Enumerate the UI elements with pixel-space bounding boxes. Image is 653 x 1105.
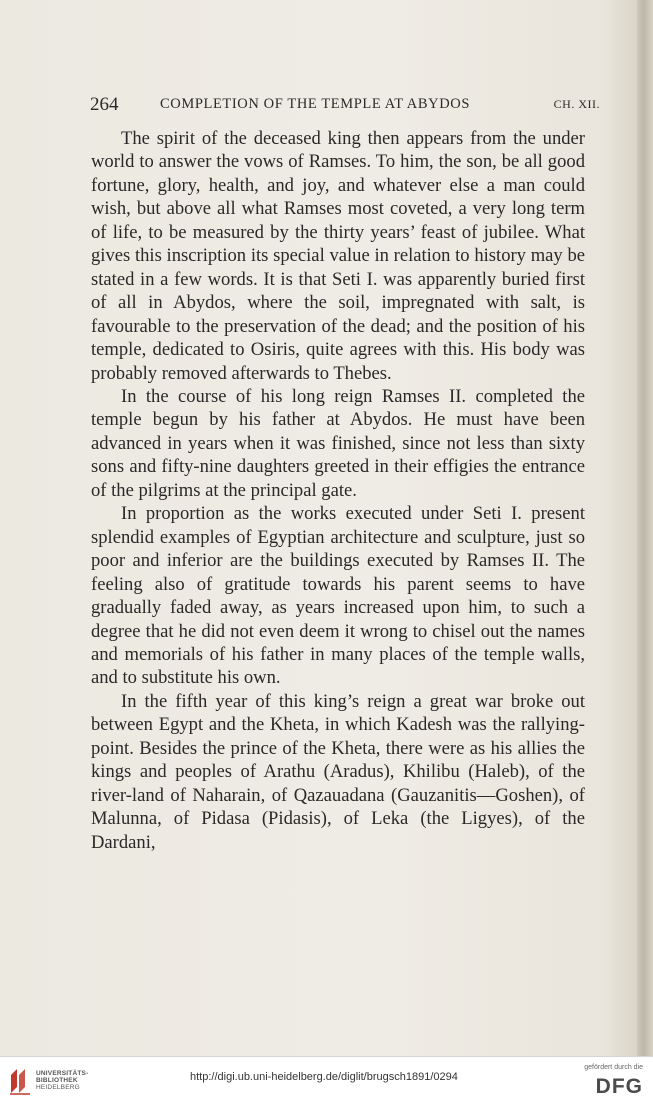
dfg-logo: DFG: [595, 1075, 643, 1098]
page-edge: [637, 0, 653, 1056]
paragraph-1: The spirit of the deceased king then appears from the under world to answer the vows of Ramses. To him, the son, be all good fortune, glory, health, and joy, and whatever else a man could wish, but above all what Ramses most coveted, a very long term of life, to be measured by the thirty years’ feast of jubilee. What gives this inscription its special value in relation to history may be stated in a few words. It is that Seti I. was apparently buried first of all in Abydos, where the soil, impregnated with salt, is favourable to the preservation of the dead; and the position of his temple, dedicated to Osiris, quite agrees with this. His body was probably removed afterwards to Thebes.: [91, 128, 585, 384]
library-line-1: UNIVERSITÄTS-: [36, 1070, 89, 1077]
library-name: [36, 1070, 88, 1091]
body-text: [91, 127, 585, 854]
chapter-label: CH. XII.: [553, 97, 600, 111]
permalink-url[interactable]: http://digi.ub.uni-heidelberg.de/diglit/brugsch1891/0294: [190, 1071, 458, 1083]
page-number: 264: [90, 94, 119, 115]
running-title: COMPLETION OF THE TEMPLE AT ABYDOS: [160, 96, 471, 112]
paragraph-3: In proportion as the works executed under Seti I. present splendid examples of Egyptian architecture and sculpture, just so poor and inferior are the buildings executed by Ramses II. The feeling also of gratitude towards his parent seems to have gradually faded away, as years increased upon him, to such a degree that he did not even deem it wrong to chisel out the names and memorials of his father in many places of the temple walls, and to substitute his own.: [91, 503, 585, 689]
funder-note: gefördert durch die: [584, 1064, 643, 1071]
heidelberg-library-logo-icon: [8, 1067, 32, 1095]
running-head: [90, 94, 600, 116]
library-line-2: BIBLIOTHEK: [36, 1077, 78, 1084]
library-line-3: HEIDELBERG: [36, 1084, 80, 1091]
paragraph-4: In the fifth year of this king’s reign a great war broke out between Egypt and the Kheta, in which Kadesh was the rallying-point. Besides the prince of the Kheta, there were as his allies the kings and peoples of Arathu (Aradus), Khilibu (Haleb), of the river-land of Naharain, of Qazauadana (Gauzanitis—Goshen), of Malunna, of Pidasa (Pidasis), of Leka (the Ligyes), of the Dardani,: [91, 690, 585, 853]
paragraph-2: In the course of his long reign Ramses II. completed the temple begun by his father at Abydos. He must have been advanced in years when it was finished, since not less than sixty sons and fifty-nine daughters greeted in their effigies the entrance of the pilgrims at the principal gate.: [91, 385, 585, 501]
footer-bar: [0, 1056, 653, 1105]
